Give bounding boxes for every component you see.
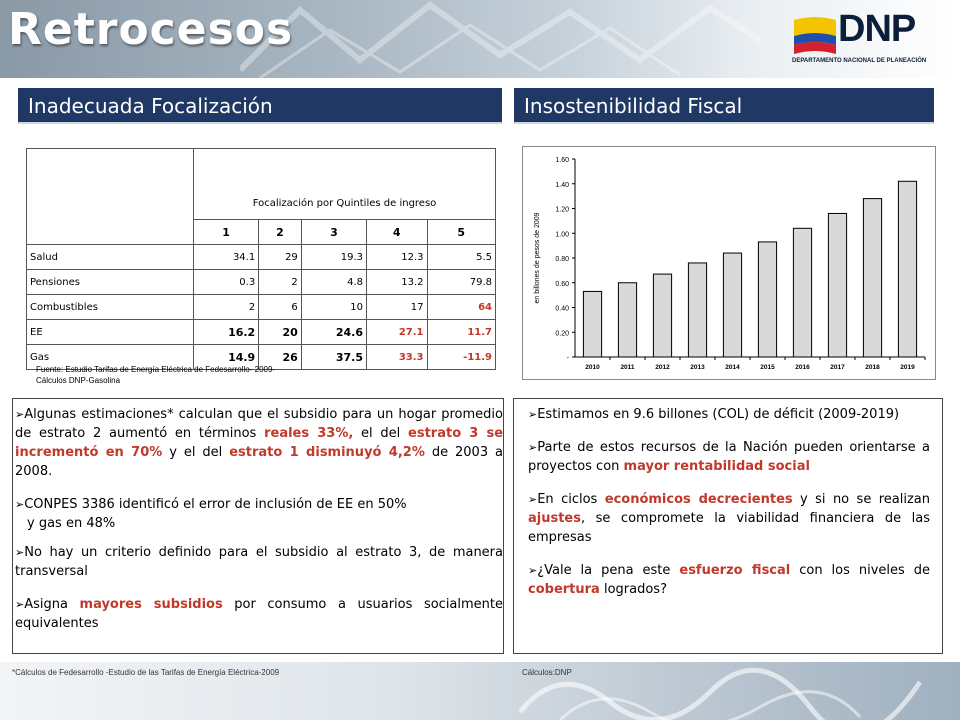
bar (793, 228, 811, 357)
y-tick-label: - (566, 355, 569, 362)
column-header: 3 (301, 220, 366, 245)
bullet-item (528, 405, 930, 424)
x-tick-label: 2017 (830, 364, 845, 371)
y-tick-label: 0.20 (555, 330, 569, 338)
bullet-text: con los niveles de (790, 563, 930, 578)
bullet-text: logrados? (599, 582, 667, 597)
table-cell: 33.3 (367, 345, 428, 370)
table-row (27, 245, 496, 270)
table-cell: 27.1 (367, 320, 428, 345)
banner-inadecuada-focalizacion: Inadecuada Focalización (18, 88, 502, 124)
bullet-item (528, 561, 930, 599)
bar (828, 213, 846, 357)
bar (758, 242, 776, 357)
bullet-text: Parte de estos recursos de la Nación pueden orientarse a proyectos con (528, 440, 930, 474)
highlight-text: cobertura (528, 582, 600, 597)
logo-subtitle: DEPARTAMENTO NACIONAL DE PLANEACIÓN (792, 58, 927, 64)
table-cell: 12.3 (367, 245, 428, 270)
bar (653, 274, 671, 357)
row-label: Gas (27, 345, 194, 370)
header-decoration (240, 0, 760, 78)
table-cell: 11.7 (427, 320, 496, 345)
bullet-item (15, 543, 503, 581)
y-axis-label: en billones de pesos de 2009 (534, 212, 541, 304)
bullet-text: por consumo a usuarios socialmente equivalentes (15, 597, 504, 631)
table-cell: 10 (301, 295, 366, 320)
table-row (27, 320, 496, 345)
arrow-bullet-icon: ➢ (15, 408, 25, 421)
table-cell: 4.8 (301, 270, 366, 295)
highlight-text: mayor rentabilidad social (623, 459, 810, 474)
bar (863, 199, 881, 357)
dnp-logo (790, 8, 940, 74)
y-tick-label: 0.80 (555, 256, 569, 263)
bullet-text: Asigna (24, 597, 80, 612)
bullet-item (15, 595, 503, 633)
bullet-text: Estimamos en 9.6 billones (COL) de déficit (2009-2019) (537, 407, 900, 422)
x-tick-label: 2010 (585, 364, 600, 371)
table-cell: 5.5 (427, 245, 496, 270)
right-bullets-box (513, 398, 943, 654)
table-cell: 16.2 (194, 320, 259, 345)
table-cell: 19.3 (301, 245, 366, 270)
table-cell: 64 (427, 295, 496, 320)
bullet-item (15, 405, 503, 481)
y-tick-label: 0.60 (555, 280, 569, 288)
bullet-text: y el del (162, 445, 230, 460)
highlight-text: estrato 3 se incrementó en 70% (15, 426, 504, 460)
fiscal-deficit-chart (522, 146, 936, 380)
table-cell: 37.5 (301, 345, 366, 370)
x-tick-label: 2015 (760, 364, 775, 371)
table-cell: 0.3 (194, 270, 259, 295)
bullet-text: y gas en 48% (27, 516, 116, 531)
bullet-item (15, 495, 503, 533)
y-tick-label: 1.00 (555, 231, 569, 239)
bullet-text: , se compromete la viabilidad financiera de las empresas (528, 511, 930, 545)
table-cell: 79.8 (427, 270, 496, 295)
bullet-text: No hay un criterio definido para el subsidio al estrato 3, de manera transversal (15, 545, 503, 579)
left-footnote: *Cálculos de Fedesarrollo -Estudio de las Tarifas de Energía Eléctrica-2009 (12, 668, 280, 677)
column-header: 5 (427, 220, 496, 245)
bullet-text: el del (353, 426, 409, 441)
x-tick-label: 2011 (620, 364, 635, 371)
bullet-text: CONPES 3386 identificó el error de inclusión de EE en 50% (24, 497, 407, 512)
arrow-bullet-icon: ➢ (528, 564, 538, 577)
y-tick-label: 1.20 (555, 206, 569, 214)
row-label: Combustibles (27, 295, 194, 320)
column-header: 4 (367, 220, 428, 245)
row-label: Pensiones (27, 270, 194, 295)
table-cell: 20 (259, 320, 302, 345)
x-tick-label: 2014 (725, 364, 740, 371)
header-bar (0, 0, 960, 78)
table-cell: 2 (194, 295, 259, 320)
table-header-row (27, 149, 496, 220)
table-cell: -11.9 (427, 345, 496, 370)
bar (583, 291, 601, 357)
y-tick-label: 0.40 (555, 305, 569, 313)
x-tick-label: 2018 (865, 364, 880, 371)
bullet-text: Algunas estimaciones* calculan que el subsidio para un hogar promedio de estrato 2 aumentó en términos (15, 407, 503, 441)
colombia-flag-icon (790, 14, 840, 58)
y-tick-label: 1.60 (555, 157, 569, 164)
column-header: 1 (194, 220, 259, 245)
table-source (36, 364, 275, 386)
table-cell: 24.6 (301, 320, 366, 345)
highlight-text: esfuerzo fiscal (679, 563, 791, 578)
y-tick-label: 1.40 (555, 181, 569, 189)
table-corner-cell (27, 149, 194, 245)
arrow-bullet-icon: ➢ (15, 498, 25, 511)
bullet-text: y si no se realizan (792, 492, 931, 507)
table-cell: 6 (259, 295, 302, 320)
right-footnote: Cálculos:DNP (522, 668, 572, 677)
row-label: Salud (27, 245, 194, 270)
x-tick-label: 2012 (655, 364, 670, 371)
logo-text: DNP (838, 8, 916, 50)
table-title: Focalización por Quintiles de ingreso (194, 149, 496, 220)
source-line: Fuente: Estudio Tarifas de Energía Eléctrica de Fedesarrollo- 2009- (36, 365, 276, 374)
table-row (27, 270, 496, 295)
table-cell: 2 (259, 270, 302, 295)
table-cell: 17 (367, 295, 428, 320)
x-tick-label: 2016 (795, 364, 810, 371)
banner-insostenibilidad-fiscal: Insostenibilidad Fiscal (514, 88, 934, 124)
table-cell: 26 (259, 345, 302, 370)
arrow-bullet-icon: ➢ (528, 441, 538, 454)
chart-svg (523, 147, 935, 379)
row-label: EE (27, 320, 194, 345)
bar (688, 263, 706, 357)
table-row (27, 295, 496, 320)
table-cell: 14.9 (194, 345, 259, 370)
bar (898, 181, 916, 357)
table-cell: 34.1 (194, 245, 259, 270)
source-line: Cálculos DNP-Gasolina (36, 376, 121, 385)
x-tick-label: 2019 (900, 364, 915, 371)
arrow-bullet-icon: ➢ (528, 408, 538, 421)
highlight-text: ajustes (528, 511, 581, 526)
highlight-text: mayores subsidios (79, 597, 223, 612)
arrow-bullet-icon: ➢ (15, 546, 25, 559)
page-title: Retrocesos (8, 4, 294, 55)
column-header: 2 (259, 220, 302, 245)
bar (723, 253, 741, 357)
bullet-item (528, 438, 930, 476)
bullet-text: de 2003 a 2008. (15, 445, 504, 479)
highlight-text: reales 33%, (264, 426, 354, 441)
highlight-text: estrato 1 disminuyó 4,2% (229, 445, 425, 460)
bullet-text: En ciclos (537, 492, 605, 507)
x-tick-label: 2013 (690, 364, 705, 371)
arrow-bullet-icon: ➢ (528, 493, 538, 506)
focalizacion-table (26, 148, 496, 370)
bar (618, 283, 636, 357)
highlight-text: económicos decrecientes (604, 492, 793, 507)
table-cell: 29 (259, 245, 302, 270)
arrow-bullet-icon: ➢ (15, 598, 25, 611)
left-bullets-box (12, 398, 504, 654)
bullet-item (528, 490, 930, 547)
bullet-text: ¿Vale la pena este (537, 563, 680, 578)
table-cell: 13.2 (367, 270, 428, 295)
